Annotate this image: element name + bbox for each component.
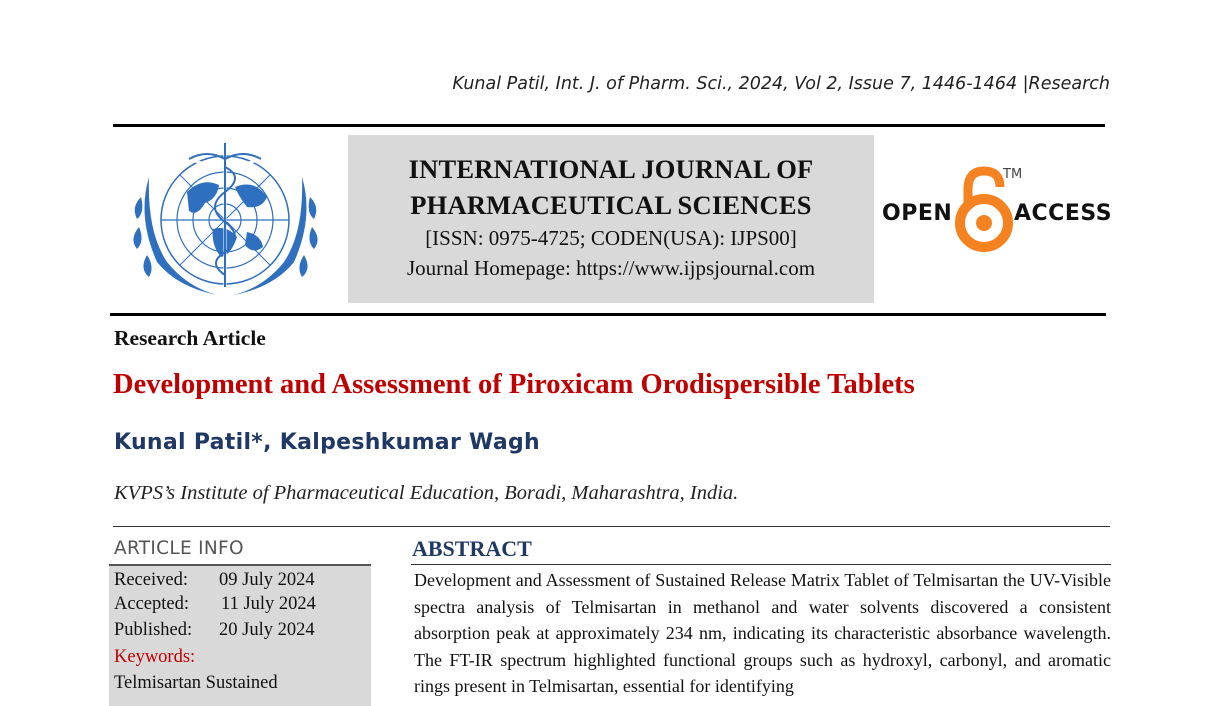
journal-issn: [ISSN: 0975-4725; CODEN(USA): IJPS00]: [425, 226, 797, 250]
article-type: Research Article: [114, 326, 266, 350]
open-access-right: ACCESS: [1014, 201, 1113, 226]
received-date: 09 July 2024: [219, 570, 315, 590]
article-title: Development and Assessment of Piroxicam Orodispersible Tablets: [113, 369, 915, 400]
published-date: 20 July 2024: [219, 620, 315, 640]
journal-title-line2: PHARMACEUTICAL SCIENCES: [410, 190, 812, 220]
accepted-date: 11 July 2024: [221, 594, 316, 614]
article-info-label: ARTICLE INFO: [114, 538, 244, 559]
article-affiliation: KVPS’s Institute of Pharmaceutical Education, Boradi, Maharashtra, India.: [114, 482, 739, 504]
received-row: [114, 570, 315, 591]
article-authors: Kunal Patil*, Kalpeshkumar Wagh: [114, 430, 540, 455]
keywords-label: Keywords:: [114, 647, 196, 667]
article-info-box: [109, 566, 371, 706]
open-access-left: OPEN: [882, 201, 953, 226]
journal-title-line1: INTERNATIONAL JOURNAL OF: [408, 154, 814, 184]
citation-header: Kunal Patil, Int. J. of Pharm. Sci., 2024, Vol 2, Issue 7, 1446-1464 |Research: [452, 74, 1110, 94]
journal-banner: [348, 135, 874, 303]
accepted-label: Accepted:: [114, 594, 189, 614]
trademark-mark: TM: [1003, 167, 1023, 182]
received-label: Received:: [114, 570, 188, 590]
published-label: Published:: [114, 620, 193, 640]
section-divider: [113, 526, 1110, 527]
journal-homepage[interactable]: Journal Homepage: https://www.ijpsjournal.com: [406, 256, 816, 280]
un-emblem-icon: [127, 137, 324, 307]
abstract-rule: [411, 564, 1111, 565]
published-row: [114, 620, 315, 641]
accepted-row: [114, 594, 316, 615]
keywords-value: Telmisartan Sustained: [114, 673, 278, 693]
header-rule-bottom: [110, 313, 1106, 316]
open-access-logo: [880, 165, 1113, 255]
header-rule-top: [113, 124, 1105, 127]
abstract-heading: ABSTRACT: [412, 536, 532, 561]
abstract-text: Development and Assessment of Sustained Release Matrix Tablet of Telmisartan the UV-Visible spectra analysis of Telmisartan in methanol and water solvents discovered a consistent absorption peak at approximately 234 nm, indicating its characteristic absorbance wavelength. The FT-IR spectrum highlighted functional groups such as hydroxyl, carbonyl, and aromatic rings present in Telmisartan, essential for identifying: [414, 570, 1111, 697]
